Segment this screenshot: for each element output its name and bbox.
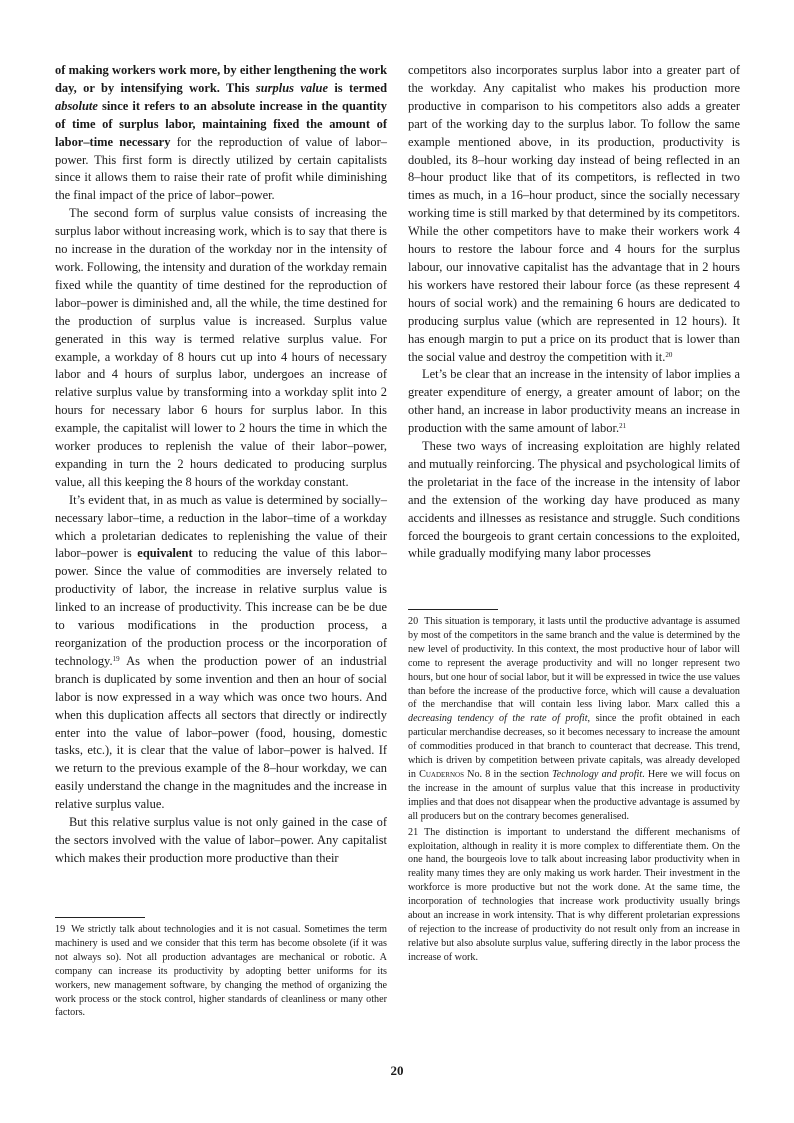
footnote-text: We strictly talk about technologies and it is not casual. Sometimes the term machinery is used and we consider that this term has become obsolete (if it was not always so). Not all production advantages are mechanical or robotic. A company can increase its productivity by adopting better uniforms for its workers, new management software, by changing the method of organizing the work process or the stock control, higher standards of cleanliness or many other factors. bbox=[55, 924, 387, 1019]
paragraph-competitors bbox=[408, 62, 740, 366]
footnote-19 bbox=[55, 923, 387, 1020]
footnotes-left bbox=[55, 923, 387, 1022]
footnote-21 bbox=[408, 826, 740, 965]
footnote-ref-20[interactable]: 20 bbox=[665, 350, 673, 359]
footnote-text: No. 8 in the section bbox=[463, 768, 553, 780]
bold-text: is termed bbox=[327, 80, 387, 95]
page-number: 20 bbox=[390, 1063, 404, 1078]
bold-text: since it refers to an absolute increase in the quantity of time of surplus labor, maintaining fixed the amount of labor–time necessary bbox=[55, 98, 387, 149]
bold-italic-term: absolute bbox=[55, 98, 98, 113]
body-text: As when the production power of an industrial branch is duplicated by some invention and then an hour of social labor is now expressed in a way which was once two hours. And when this duplication affects all sectors that directly or indirectly enter into the value of labor–power (food, housing, domestic tasks, etc.), it is clear that the value of labor–power is halved. If we return to the previous example of the 8–hour workday, we can easily understand the change in the magnitudes and the increase in relative surplus value. bbox=[55, 653, 387, 812]
footnote-ref-21[interactable]: 21 bbox=[619, 422, 627, 431]
footnote-text: , since the profit obtained in each particular merchandise decreases, so it becomes necessary to increase the amount of commodities produced in that branch to counteract that decrease. This trend, which is driven by competition between private capitals, was already developed in bbox=[408, 713, 740, 780]
paragraph-intensity bbox=[408, 366, 740, 438]
body-text: It’s evident that, in as much as value is determined by socially–necessary labor–time, a reduction in the labor–time of a workday which a proletarian dedicates to replenishing the value of their labor–power is bbox=[55, 492, 387, 561]
body-text: competitors also incorporates surplus labor into a greater part of the workday. Any capitalist who makes his production more productive in comparison to his competitors also adds a greater part of the working day to the surplus labor. To follow the same example mentioned above, in its production, productivity is doubled, its 8–hour working day instead of being reflected in an 8–hour product like that of its competitors, is reflected in two times as much, in a 16–hour product, since the socially necessary working time is still marked by that determined by its competitors. While the other competitors have to make their workers work 4 hours to restore the labour force and 4 hours for the surplus labour, our innovative capitalist has the advantage that in 2 hours his workers have restored their labour force (as these represent 4 hours of social work) and the remaining 6 hours are dedicated to producing surplus value (which are represented in 12 hours). It has enough margin to put a price on its product that is lower than the social value and destroy the competition with it. bbox=[408, 63, 740, 364]
bold-italic-term: surplus value bbox=[255, 80, 328, 95]
footnote-separator-left bbox=[55, 917, 145, 918]
footnote-ref-19[interactable]: 19 bbox=[112, 654, 120, 663]
footnotes-right bbox=[408, 615, 740, 967]
italic-term: decreasing tendency of the rate of profit bbox=[408, 713, 588, 725]
footnote-number: 20 bbox=[408, 616, 419, 627]
bold-text: of making workers work more, by either lengthening the work day, or by intensifying work. This bbox=[55, 63, 387, 95]
footnote-separator-right bbox=[408, 609, 498, 610]
footnote-text: . Here we will focus on the increase in the amount of surplus value that this increase in productivity implies and that does not disappear when the productive advantage is assumed by all producers but on the contrary becomes generalised. bbox=[408, 768, 740, 822]
body-text: to reducing the value of this labor–power. Since the value of commodities are inversely related to productivity of labor, the increase in relative surplus value is linked to an increase of productivity. This increase can be be due to various modifications in the production process, a reorganization of the production process or the incorporation of technology. bbox=[55, 546, 388, 668]
body-text: Let’s be clear that an increase in the intensity of labor implies a greater expenditure of energy, a greater amount of labor; on the other hand, an increase in labor productivity means an increase in production with the same amount of labor. bbox=[408, 367, 740, 436]
paragraph-competitors-intro: But this relative surplus value is not only gained in the case of the sectors involved with the value of labor–power. Any capitalist which makes their production more productive than their bbox=[55, 815, 387, 865]
paragraph-relative-surplus: The second form of surplus value consists of increasing the surplus labor without increasing work, which is to say that there is no increase in the duration of the workday nor in the intensity of work. Following, the intensity and duration of the workday remain fixed while the quantity of time destined for the reproduction of labor–power is diminished and, all the while, the time destined for the production of surplus value is increased. Surplus value generated in this way is termed relative surplus value. For example, a workday of 8 hours cut up into 4 hours of necessary labor and 4 hours of surplus labor, undergoes an increase of relative surplus value by transforming into a workday split into 2 hours for necessary labor 6 hours for surplus labor. In this example, the capitalist will lower to 2 hours the time in which the worker produces to replenish the value of their labor–power, expanding in turn the 2 hours dedicated to producing surplus value, all this keeping the 8 hours of the workday constant. bbox=[55, 206, 387, 489]
paragraph-two-ways: These two ways of increasing exploitation are highly related and mutually reinforcing. The physical and psychological limits of the proletariat in the face of the increase in the intensity of labor and the extension of the working day have produced as many accidents and illnesses as resistance and struggle. Such conditions forced the bourgeois to grant certain concessions to the exploited, while gradually modifying many labor processes bbox=[408, 439, 740, 561]
footnote-number: 19 bbox=[55, 924, 66, 935]
footnote-text: This situation is temporary, it lasts until the productive advantage is assumed by most of the competitors in the same branch and the value is determined by the new level of productivity. In this context, the most productive hour of labor will come to represent the average productivity and will no longer represent two hours, but one hour of social labor, but it will be expressed in twice the use values than before the increase of the productive force, which will cause a devaluation of the merchandise that will contain less living labor. Marx called this a bbox=[408, 616, 740, 711]
right-column bbox=[408, 62, 740, 563]
footnote-20 bbox=[408, 615, 740, 824]
footnote-number: 21 bbox=[408, 826, 419, 838]
italic-term: Technology and profit bbox=[552, 768, 643, 780]
left-column bbox=[55, 62, 387, 868]
bold-term: equivalent bbox=[137, 546, 193, 561]
paragraph-absolute-surplus bbox=[55, 62, 387, 205]
publication-name: Cuadernos bbox=[419, 768, 464, 780]
paragraph-value-labor-power bbox=[55, 492, 387, 814]
body-text: for the reproduction of value of labor–power. This first form is directly utilized by certain capitalists since it allows them to raise their rate of profit while diminishing the final impact of the price of labor–power. bbox=[55, 134, 387, 203]
footnote-text: The distinction is important to understand the different mechanisms of exploitation, although in reality it is more complex to differentiate them. On the one hand, the bourgeois love to talk about increasing labor productivity when in reality many times they are only making us work harder. Their investment in the workforce is more productive but not the work done. At the same time, the incorporation of technologies that increase work productivity usually brings about an increase in work intensity. That is why different proletarian expressions of rejection to the increase of productivity do not result only from an increase in relative but also absolute surplus value, suffering directly in the labor process the increase of work. bbox=[408, 826, 740, 963]
